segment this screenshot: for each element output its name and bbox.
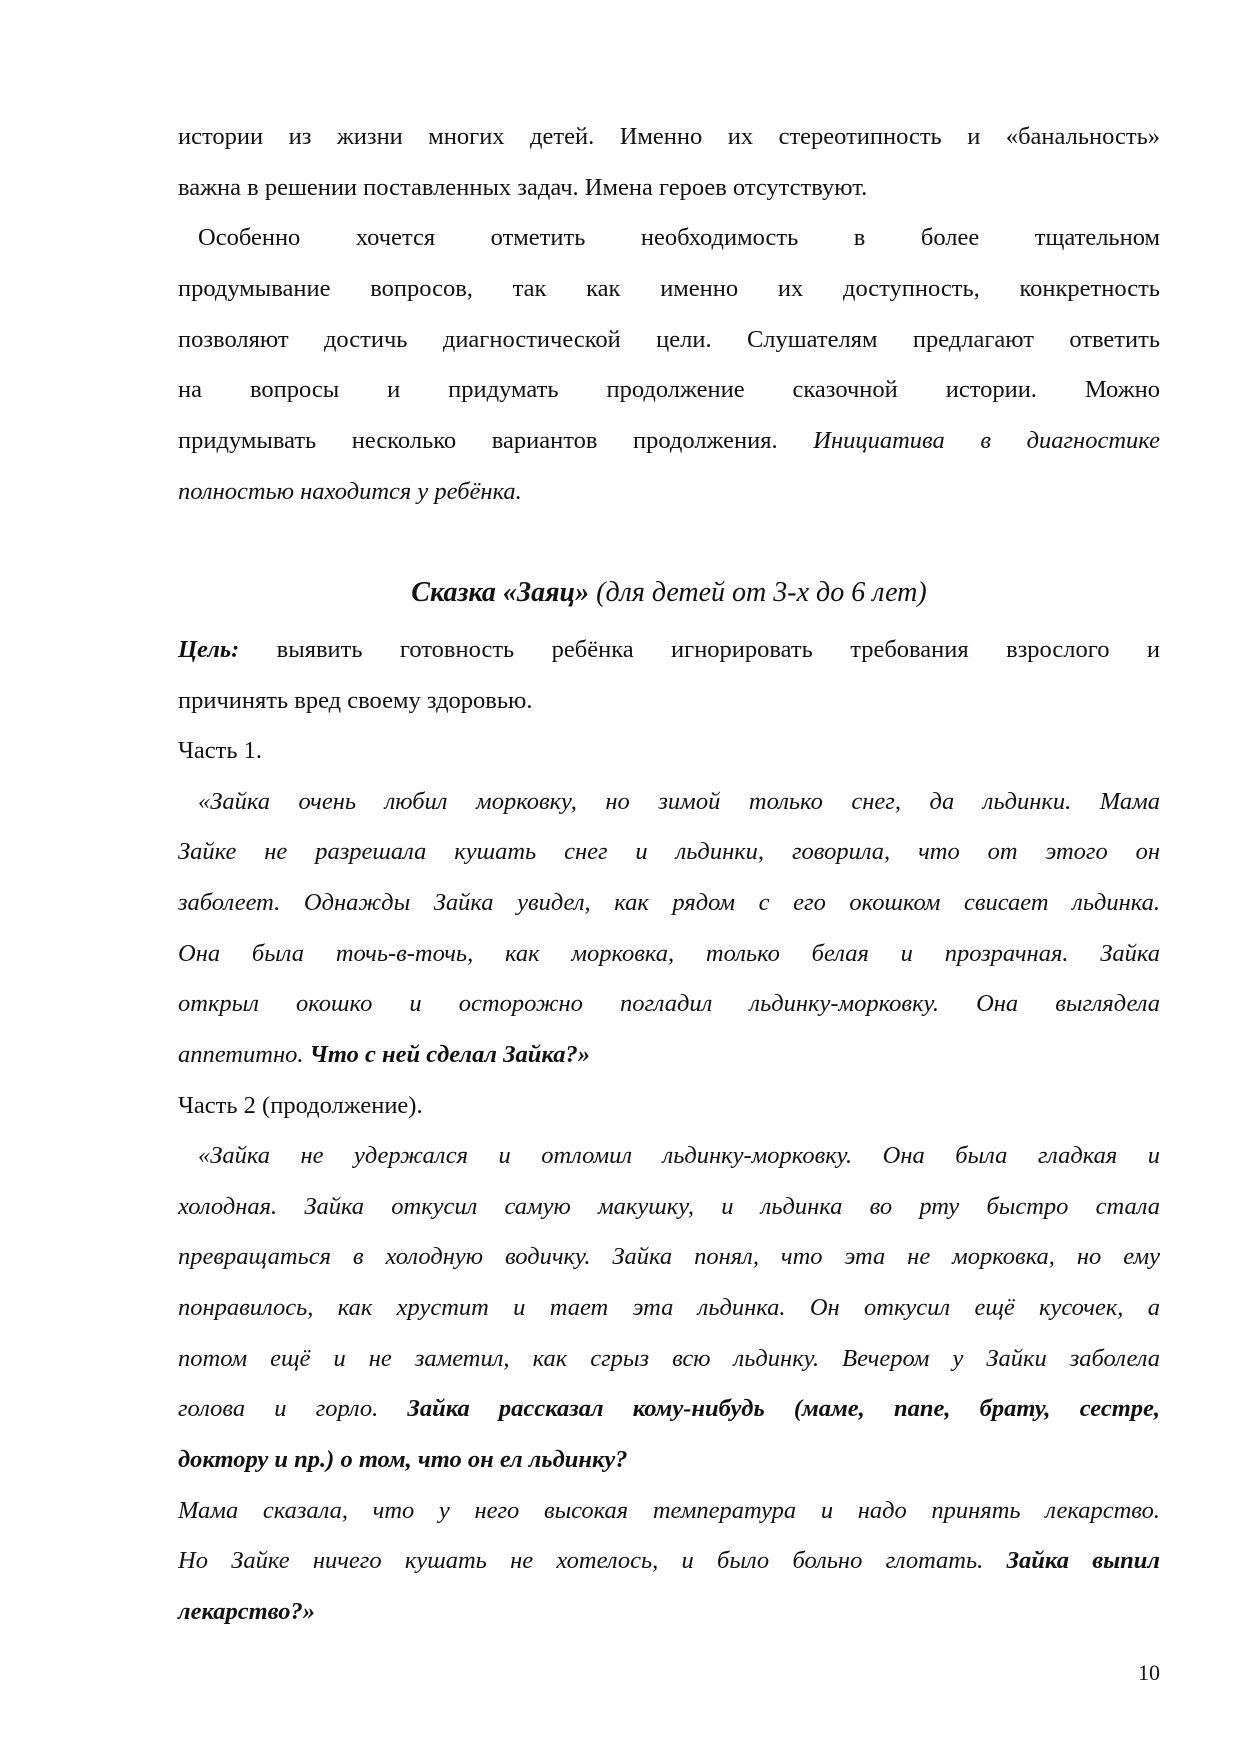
emphasis-span: Инициатива в диагностике [813, 427, 1160, 454]
text-line: Она была точь-в-точь, как морковка, только белая и прозрачная. Зайка [178, 940, 1160, 967]
question-span: Что с ней сделал Зайка?» [309, 1041, 590, 1068]
text-line: лекарство?» [178, 1598, 316, 1625]
goal-line [178, 625, 1160, 675]
part-label: Часть 2 (продолжение). [178, 1092, 423, 1119]
text-line: потом ещё и не заметил, как сгрыз всю льдинку. Вечером у Зайки заболела [178, 1345, 1160, 1372]
text-line: причинять вред своему здоровью. [178, 687, 533, 714]
text-line: открыл окошко и осторожно погладил льдинку-морковку. Она выглядела [178, 990, 1160, 1017]
text-line: полностью находится у ребёнка. [178, 478, 522, 505]
text-line: холодная. Зайка откусил самую макушку, и льдинка во рту быстро стала [178, 1193, 1160, 1220]
text-span: придумывать несколько вариантов продолжения. [178, 427, 814, 454]
question-span: Зайка рассказал кому-нибудь (маме, папе, брату, сестре, [407, 1395, 1160, 1422]
heading-subtitle: (для детей от 3-х до 6 лет) [589, 577, 927, 608]
page-number: 10 [1138, 1660, 1160, 1685]
text-line: Зайке не разрешала кушать снег и льдинки, говорила, что от этого он [178, 838, 1160, 865]
text-line: на вопросы и придумать продолжение сказочной истории. Можно [178, 376, 1160, 403]
text-span: голова и горло. [178, 1395, 408, 1422]
text-line [178, 416, 1160, 466]
text-line [178, 1384, 1160, 1434]
goal-label: Цель: [178, 636, 240, 663]
text-line: истории из жизни многих детей. Именно их стереотипность и «банальность» [178, 123, 1160, 150]
section-heading [178, 568, 1160, 618]
text-line: позволяют достичь диагностической цели. Слушателям предлагают ответить [178, 326, 1160, 353]
text-line: превращаться в холодную водичку. Зайка понял, что эта не морковка, но ему [178, 1243, 1160, 1270]
text-line: понравилось, как хрустит и тает эта льдинка. Он откусил ещё кусочек, а [178, 1294, 1160, 1321]
text-line: заболеет. Однажды Зайка увидел, как рядом с его окошком свисает льдинка. [178, 889, 1160, 916]
part-label: Часть 1. [178, 737, 263, 764]
text-span: выявить готовность ребёнка игнорировать требования взрослого и [239, 636, 1160, 663]
text-span: аппетитно. [178, 1041, 310, 1068]
text-line: продумывание вопросов, так как именно их доступность, конкретность [178, 275, 1160, 302]
text-line [178, 1030, 1160, 1080]
text-line: «Зайка очень любил морковку, но зимой только снег, да льдинки. Мама [198, 788, 1160, 815]
question-span: Зайка выпил [1006, 1547, 1161, 1574]
heading-title: Сказка «Заяц» [411, 577, 590, 608]
text-span: Но Зайке ничего кушать не хотелось, и было больно глотать. [178, 1547, 1007, 1574]
text-line: важна в решении поставленных задач. Имена героев отсутствуют. [178, 174, 868, 201]
text-line: Особенно хочется отметить необходимость в более тщательном [198, 224, 1160, 251]
text-line: «Зайка не удержался и отломил льдинку-морковку. Она была гладкая и [198, 1142, 1160, 1169]
text-line: доктору и пр.) о том, что он ел льдинку? [178, 1446, 628, 1473]
text-line: Мама сказала, что у него высокая температура и надо принять лекарство. [178, 1497, 1160, 1524]
text-line [178, 1536, 1160, 1586]
